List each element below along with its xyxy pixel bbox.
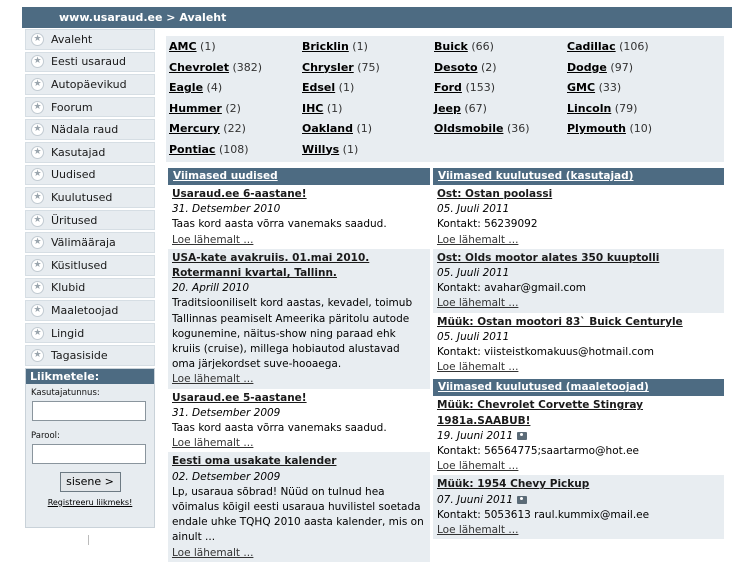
sidebar-item[interactable]	[25, 165, 155, 186]
brand-count: (4)	[206, 81, 223, 94]
camera-icon	[517, 432, 527, 440]
sidebar-item-label: Välimääraja	[51, 236, 116, 250]
read-more-link[interactable]: Loe lähemalt ...	[172, 437, 254, 450]
star-icon: ★	[31, 168, 44, 181]
brand-link[interactable]: Bricklin	[302, 40, 349, 53]
sidebar-item-label: Autopäevikud	[51, 77, 127, 91]
star-icon: ★	[31, 327, 44, 340]
item-summary: Taas kord aasta võrra vanemaks saadud.	[172, 218, 387, 231]
sidebar-item-label: Maaletoojad	[51, 303, 119, 317]
brand-link[interactable]: Lincoln	[567, 101, 612, 115]
ads-users-list	[433, 185, 724, 376]
brand-item	[434, 122, 530, 135]
brand-item	[567, 61, 633, 74]
brand-count: (36)	[506, 122, 530, 135]
news-column	[168, 168, 430, 559]
sidebar-item-label: Kuulutused	[51, 190, 113, 204]
brand-item	[434, 102, 487, 115]
ads-importers-header[interactable]: Viimased kuulutused (maaletoojad)	[433, 379, 724, 396]
item-contact: Kontakt: 5053613 raul.kummix@mail.ee	[437, 508, 650, 521]
item-date: 20. Aprill 2010	[172, 282, 250, 295]
brand-count: (382)	[232, 60, 263, 74]
star-icon: ★	[31, 349, 44, 362]
brand-count: (22)	[223, 122, 246, 135]
brand-item	[302, 81, 354, 94]
star-icon: ★	[31, 78, 44, 91]
item-contact: Kontakt: avahar@gmail.com	[437, 282, 586, 295]
brand-count: (108)	[218, 142, 249, 156]
brand-link[interactable]: Eagle	[169, 81, 204, 94]
ads-importers-list	[433, 396, 724, 539]
login-box	[25, 368, 155, 528]
brand-item	[169, 61, 262, 74]
sidebar-item[interactable]	[25, 119, 155, 140]
ads-column	[433, 168, 724, 548]
item-title-link[interactable]: Eesti oma usakate kalender	[172, 455, 337, 468]
item-date: 31. Detsember 2009	[172, 406, 281, 419]
brand-count: (67)	[464, 101, 487, 115]
news-list	[168, 185, 430, 562]
sidebar-item[interactable]	[25, 210, 155, 231]
read-more-link[interactable]: Loe lähemalt ...	[172, 373, 254, 386]
list-item	[433, 475, 724, 539]
item-summary: Lp, usaraua sõbrad! Nüüd on tulnud hea võimalus kõigil eesti usaraua huvilistel soetada endale uhke TQHQ 2010 aasta kalender, mis on ainult ...	[172, 485, 424, 544]
read-more-link[interactable]: Loe lähemalt ...	[437, 297, 519, 310]
list-item	[433, 249, 724, 313]
sidebar-item-label: Foorum	[51, 100, 93, 114]
item-title-link[interactable]: Usaraud.ee 5-aastane!	[172, 391, 307, 404]
breadcrumb-current: Avaleht	[179, 11, 227, 24]
brand-item	[302, 143, 358, 156]
brand-item	[567, 102, 637, 115]
brand-item	[567, 81, 621, 94]
brand-count: (1)	[352, 40, 368, 53]
sidebar-item[interactable]	[25, 345, 155, 366]
star-icon: ★	[31, 281, 44, 294]
brand-count: (79)	[614, 101, 638, 115]
brand-item	[169, 143, 249, 156]
brand-item	[302, 40, 368, 53]
brand-item	[169, 122, 246, 135]
sidebar-item-label: Kasutajad	[51, 145, 106, 159]
brand-link[interactable]: Ford	[434, 81, 462, 94]
sidebar-item[interactable]	[25, 232, 155, 253]
brand-count: (1)	[342, 142, 359, 156]
brand-link[interactable]: Oakland	[302, 122, 353, 135]
brand-item	[169, 81, 222, 94]
brand-item	[567, 40, 649, 53]
brand-link[interactable]: AMC	[169, 40, 197, 53]
item-summary: Traditsiooniliselt kord aastas, kevadel, toimub Tallinnas peamiselt Ameerika päritolu autode kogunemine, näitus-show ning paraad ehk kruiis (cruise), millega hobiautod alustavad oma järjekordset suve-hooaega.	[172, 297, 413, 371]
item-title-link[interactable]: Müük: 1954 Chevy Pickup	[437, 478, 590, 491]
brand-link[interactable]: Dodge	[567, 60, 607, 74]
list-item	[433, 396, 724, 475]
brand-count: (1)	[356, 122, 373, 135]
brand-count: (75)	[357, 60, 380, 74]
brand-item	[169, 40, 216, 53]
brand-link[interactable]: Plymouth	[567, 122, 626, 135]
item-title-link[interactable]: Müük: Chevrolet Corvette Stingray 1981a.SAABUB!	[437, 399, 644, 427]
news-header[interactable]: Viimased uudised	[168, 168, 430, 185]
list-item	[168, 249, 430, 389]
ads-users-header[interactable]: Viimased kuulutused (kasutajad)	[433, 168, 724, 185]
breadcrumb-site[interactable]: www.usaraud.ee	[59, 11, 163, 24]
brand-item	[434, 40, 494, 53]
username-label: Kasutajatunnus:	[31, 387, 100, 398]
sidebar-item[interactable]	[25, 187, 155, 208]
list-item	[168, 185, 430, 249]
item-date: 07. Juuni 2011	[437, 493, 720, 508]
read-more-link[interactable]: Loe lähemalt ...	[437, 233, 519, 246]
item-summary: Taas kord aasta võrra vanemaks saadud.	[172, 422, 387, 435]
star-icon: ★	[31, 236, 44, 249]
star-icon: ★	[31, 55, 44, 68]
brand-count: (1)	[326, 101, 343, 115]
list-item	[168, 452, 430, 561]
breadcrumb	[22, 7, 732, 28]
star-icon: ★	[31, 259, 44, 272]
brand-count: (97)	[610, 60, 633, 74]
sidebar-item[interactable]	[25, 142, 155, 163]
item-title-link[interactable]: USA-kate avakruiis. 01.mai 2010. Rotermanni kvartal, Tallinn.	[172, 251, 370, 280]
brand-item	[567, 122, 652, 135]
sidebar-item-label: Uudised	[51, 168, 96, 182]
brand-count: (153)	[465, 81, 496, 94]
brand-link[interactable]: GMC	[567, 81, 596, 94]
nav-list	[25, 29, 155, 366]
star-icon: ★	[31, 33, 44, 46]
sidebar-item[interactable]	[25, 29, 155, 50]
brand-item	[434, 81, 495, 94]
star-icon: ★	[31, 304, 44, 317]
sidebar-item-label: Avaleht	[51, 32, 93, 46]
brand-link[interactable]: Buick	[434, 40, 468, 53]
sidebar-item-label: Lingid	[51, 326, 85, 340]
username-input[interactable]	[32, 401, 146, 421]
decorative-mark	[88, 535, 89, 545]
item-title-link[interactable]: Müük: Ostan mootori 83` Buick Centuryle	[437, 315, 683, 328]
sidebar-item[interactable]	[25, 323, 155, 344]
password-input[interactable]	[32, 444, 146, 464]
item-contact: Kontakt: 56564775;saartarmo@hot.ee	[437, 445, 639, 458]
password-label: Parool:	[31, 430, 60, 441]
brand-item	[169, 102, 241, 115]
brand-link[interactable]: Jeep	[434, 101, 461, 115]
star-icon: ★	[31, 191, 44, 204]
brand-link[interactable]: Willys	[302, 142, 340, 156]
brand-count: (10)	[629, 122, 653, 135]
brand-link[interactable]: Cadillac	[567, 40, 616, 53]
brand-count: (33)	[598, 81, 622, 94]
brand-item	[302, 61, 380, 74]
sidebar-item[interactable]	[25, 52, 155, 73]
login-button[interactable]: sisene >	[60, 472, 121, 492]
brand-link[interactable]: Chrysler	[302, 60, 354, 74]
item-date: 19. Juuni 2011	[437, 429, 720, 444]
sidebar-item[interactable]	[25, 255, 155, 276]
brand-count: (1)	[338, 81, 355, 94]
list-item	[168, 389, 430, 453]
list-item	[433, 185, 724, 249]
read-more-link[interactable]: Loe lähemalt ...	[437, 524, 519, 537]
brand-item	[302, 122, 372, 135]
item-date: 31. Detsember 2010	[172, 203, 281, 216]
sidebar-item[interactable]	[25, 74, 155, 95]
star-icon: ★	[31, 123, 44, 136]
brand-count: (106)	[619, 40, 649, 53]
star-icon: ★	[31, 146, 44, 159]
brand-link[interactable]: Mercury	[169, 122, 220, 135]
item-date: 02. Detsember 2009	[172, 470, 281, 483]
register-link[interactable]: Registreeru liikmeks!	[47, 497, 133, 507]
sidebar-item[interactable]	[25, 300, 155, 321]
sidebar-item-label: Eesti usaraud	[51, 55, 126, 69]
brand-link[interactable]: Chevrolet	[169, 60, 230, 74]
read-more-link[interactable]: Loe lähemalt ...	[437, 361, 519, 374]
list-item	[433, 313, 724, 377]
brand-link[interactable]: Edsel	[302, 81, 336, 94]
brand-link[interactable]: Oldsmobile	[434, 122, 504, 135]
item-date: 05. Juuli 2011	[437, 267, 510, 280]
brand-count: (2)	[481, 60, 497, 74]
read-more-link[interactable]: Loe lähemalt ...	[172, 233, 254, 246]
brand-link[interactable]: Desoto	[434, 60, 478, 74]
star-icon: ★	[31, 101, 44, 114]
brand-link[interactable]: Hummer	[169, 101, 222, 115]
sidebar-item-label: Tagasiside	[51, 349, 108, 363]
brand-count: (66)	[471, 40, 494, 53]
breadcrumb-separator: >	[166, 11, 176, 24]
sidebar	[25, 29, 155, 528]
brand-count: (2)	[225, 101, 241, 115]
sidebar-item-label: Küsitlused	[51, 258, 108, 272]
camera-icon	[517, 496, 527, 504]
item-title-link[interactable]: Ost: Olds mootor alates 350 kuuptolli	[437, 251, 660, 264]
brand-item	[302, 102, 342, 115]
item-contact: Kontakt: viisteistkomakuus@hotmail.com	[437, 346, 654, 359]
brand-link[interactable]: Pontiac	[169, 142, 216, 156]
sidebar-item-label: Nädala raud	[51, 123, 119, 137]
sidebar-item[interactable]	[25, 278, 155, 299]
brand-count: (1)	[200, 40, 216, 53]
item-date: 05. Juuli 2011	[437, 330, 510, 343]
brand-item	[434, 61, 497, 74]
brand-link[interactable]: IHC	[302, 101, 324, 115]
sidebar-item-label: Üritused	[51, 213, 98, 227]
login-title: Liikmetele:	[26, 369, 154, 384]
item-title-link[interactable]: Usaraud.ee 6-aastane!	[172, 188, 307, 200]
sidebar-item-label: Klubid	[51, 281, 86, 295]
sidebar-item[interactable]	[25, 97, 155, 118]
star-icon: ★	[31, 214, 44, 227]
read-more-link[interactable]: Loe lähemalt ...	[172, 546, 254, 559]
read-more-link[interactable]: Loe lähemalt ...	[437, 460, 519, 473]
item-title-link[interactable]: Ost: Ostan poolassi	[437, 188, 553, 200]
brand-list	[166, 36, 724, 162]
item-date: 05. Juuli 2011	[437, 203, 510, 216]
item-contact: Kontakt: 56239092	[437, 218, 538, 231]
